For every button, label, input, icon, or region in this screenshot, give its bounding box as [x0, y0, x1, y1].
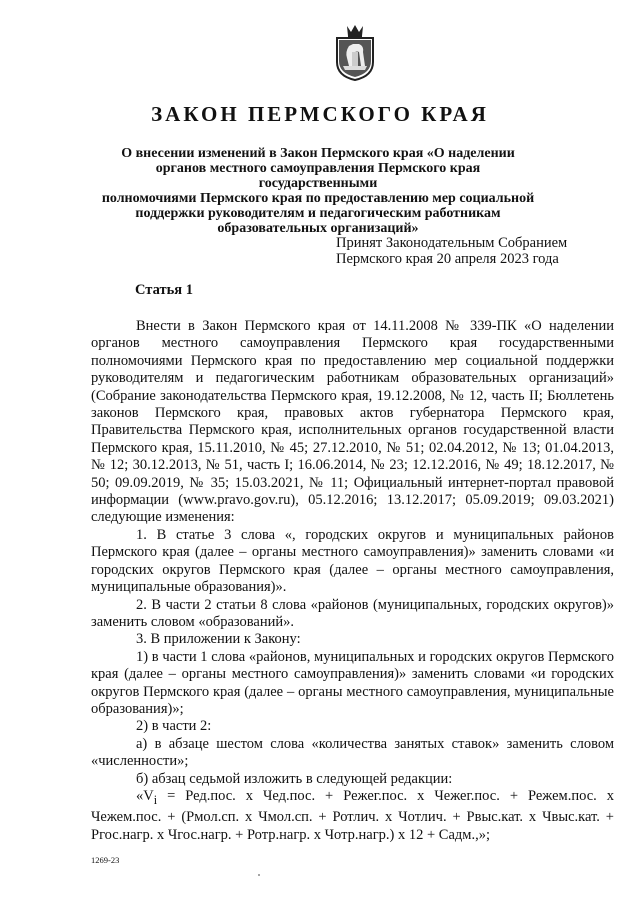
- paragraph: 1) в части 1 слова «районов, муниципальных и городских округов Пермского края (далее – органы местного самоуправления)» заменить словами «и городских округов Пермского края (далее – органы местного самоуправления, муниципальные образования)»;: [91, 648, 614, 717]
- document-code: 1269-23: [91, 855, 120, 865]
- formula-start: «V: [136, 787, 154, 804]
- subtitle-line: образовательных организаций»: [217, 221, 419, 236]
- subtitle-line: поддержки руководителям и педагогическим работникам: [135, 206, 501, 221]
- perm-krai-coat-of-arms-icon: [331, 22, 379, 82]
- law-subtitle: [98, 146, 538, 236]
- adoption-note: [336, 235, 567, 267]
- paragraph: Внести в Закон Пермского края от 14.11.2008 № 339-ПК «О наделении органов местного самоуправления Пермского края государственными полномочиями Пермского края по предоставлению мер социальной поддержки руководителям и педагогическим работникам образовательных организаций» (Собрание законодательства Пермского края, 19.12.2008, № 12, часть II; Бюллетень законов Пермского края, правовых актов губернатора Пермского края, Правительства Пермского края, исполнительных органов государственной власти Пермского края, 15.11.2010, № 45; 27.12.2010, № 51; 02.04.2012, № 13; 01.04.2013, № 12; 30.12.2013, № 51, часть I; 16.06.2014, № 23; 12.12.2016, № 49; 18.12.2017, № 50; 09.09.2019, № 35; 15.03.2021, № 11; Официальный интернет-портал правовой информации (www.pravo.gov.ru), 05.12.2016; 13.12.2017; 05.09.2019; 09.03.2021) следующие изменения:: [91, 318, 614, 526]
- scan-artifact: [258, 874, 260, 876]
- subtitle-line: полномочиями Пермского края по предоставлению мер социальной: [101, 191, 535, 206]
- law-title: ЗАКОН ПЕРМСКОГО КРАЯ: [151, 102, 489, 126]
- article-heading: Статья 1: [135, 282, 193, 298]
- paragraph: б) абзац седьмой изложить в следующей редакции:: [136, 770, 453, 787]
- subtitle-line: О внесении изменений в Закон Пермского края «О наделении: [121, 146, 515, 161]
- formula-subscript: i: [153, 792, 158, 807]
- article-body: [91, 318, 614, 844]
- paragraph: 3. В приложении к Закону:: [136, 631, 301, 648]
- paragraph: 2. В части 2 статьи 8 слова «районов (муниципальных, городских округов)» заменить словом «образований».: [91, 596, 614, 630]
- subtitle-line: органов местного самоуправления Пермского края государственными: [155, 161, 481, 191]
- paragraph: 2) в части 2:: [136, 718, 212, 735]
- paragraph: 1. В статье 3 слова «, городских округов и муниципальных районов Пермского края (далее – органы местного самоуправления)» заменить словами «и городских округов Пермского края (далее – органы местного самоуправления, муниципальные образования)».: [91, 526, 614, 596]
- adoption-line: Пермского края 20 апреля 2023 года: [336, 251, 559, 267]
- adoption-line: Принят Законодательным Собранием: [336, 235, 568, 251]
- formula-paragraph: [91, 788, 614, 844]
- formula-rest: = Ред.пос. x Чед.пос. + Режег.пос. x Чежег.пос. + Режем.пос. x Чежем.пос. + (Рмол.сп. x Чмол.сп. + Ротлич. x Чотлич. + Рвыс.кат. x Чвыс.кат. + Ргос.нагр. x Чгос.нагр. + Ротр.нагр. x Чотр.нагр.) x 12 + Садм.,»;: [91, 787, 614, 843]
- paragraph: а) в абзаце шестом слова «количества занятых ставок» заменить словом «численности»;: [91, 735, 614, 770]
